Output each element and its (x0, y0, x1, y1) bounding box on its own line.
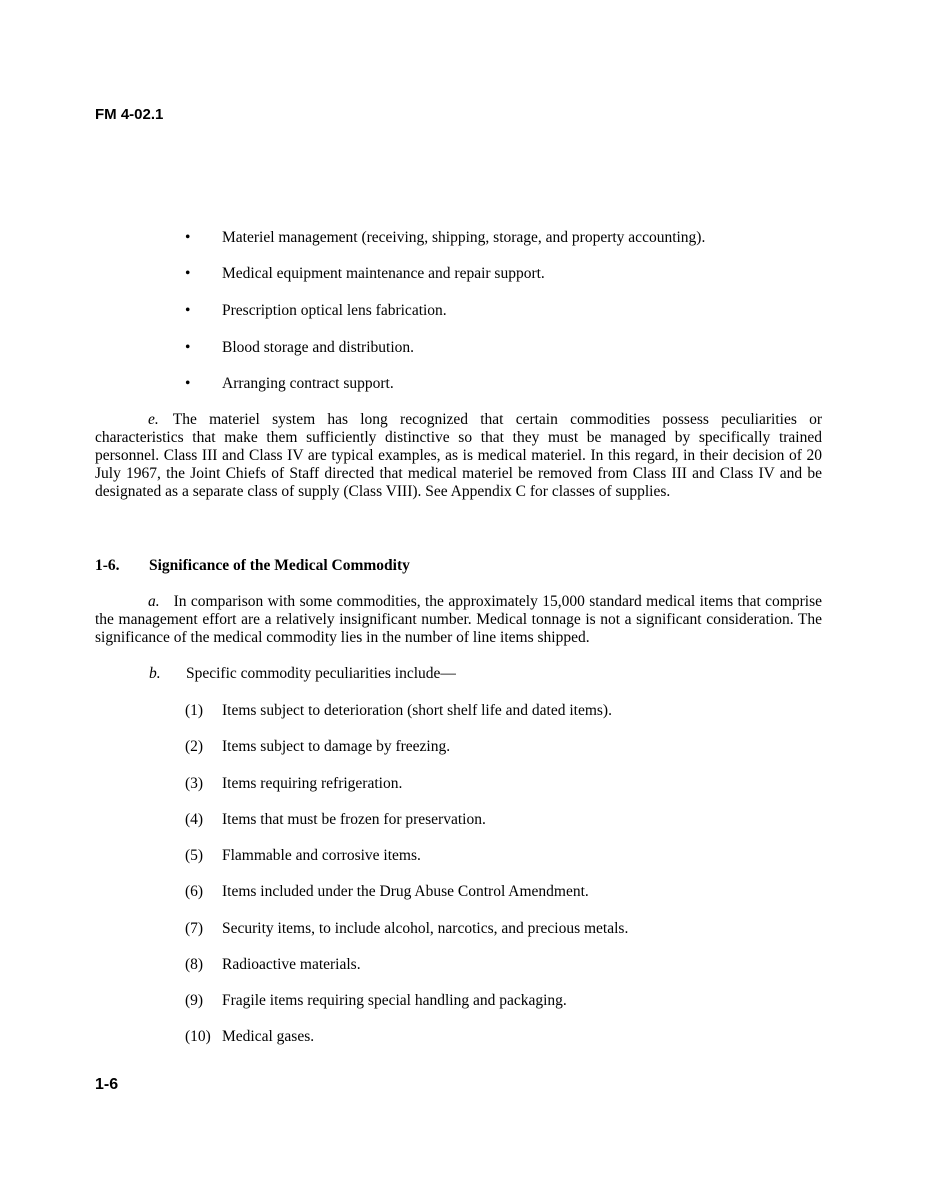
item-text: Medical gases. (222, 1028, 315, 1045)
paragraph-label: e. (148, 411, 159, 428)
item-text: Fragile items requiring special handling and packaging. (222, 992, 567, 1009)
list-item (185, 920, 825, 938)
bullet-text: Arranging contract support. (222, 375, 394, 392)
list-item (185, 775, 825, 793)
item-number: (9) (185, 992, 204, 1009)
list-item (185, 375, 825, 393)
page-number: 1-6 (95, 1076, 119, 1093)
item-text: Security items, to include alcohol, narcotics, and precious metals. (222, 920, 629, 937)
bullet-marker: • (185, 375, 191, 392)
paragraph-e (95, 411, 822, 501)
item-text: Items that must be frozen for preservation. (222, 811, 486, 828)
list-item (185, 702, 825, 720)
item-number: (7) (185, 920, 204, 937)
item-number: (8) (185, 956, 204, 973)
list-item (185, 229, 825, 247)
list-item (185, 847, 825, 865)
item-text: Radioactive materials. (222, 956, 361, 973)
paragraph-text: The materiel system has long recognized that certain commodities possess peculiarities or characteristics that make them sufficiently distinctive so that they must be managed by specifically trained personnel. Class III and Class IV are typical examples, as is medical materiel. In this regard, in their decision of 20 July 1967, the Joint Chiefs of Staff directed that medical materiel be removed from Class III and Class IV and be designated as a separate class of supply (Class VIII). See Appendix C for classes of supplies. (95, 411, 822, 500)
paragraph-label: a. (148, 593, 160, 610)
bullet-text: Medical equipment maintenance and repair support. (222, 265, 545, 282)
paragraph-text: Specific commodity peculiarities include— (186, 665, 456, 682)
document-id: FM 4-02.1 (95, 106, 164, 123)
item-number: (6) (185, 883, 204, 900)
item-text: Items included under the Drug Abuse Control Amendment. (222, 883, 589, 900)
list-item (185, 738, 825, 756)
section-title: Significance of the Medical Commodity (149, 557, 410, 574)
paragraph-text: In comparison with some commodities, the approximately 15,000 standard medical items that comprise the management effort are a relatively insignificant number. Medical tonnage is not a significant consideration. The significance of the medical commodity lies in the number of line items shipped. (95, 593, 822, 646)
bullet-text: Blood storage and distribution. (222, 339, 415, 356)
list-item (185, 811, 825, 829)
list-item (185, 302, 825, 320)
item-number: (3) (185, 775, 204, 792)
item-number: (2) (185, 738, 204, 755)
bullet-text: Materiel management (receiving, shipping, storage, and property accounting). (222, 229, 706, 246)
bullet-text: Prescription optical lens fabrication. (222, 302, 447, 319)
item-number: (1) (185, 702, 204, 719)
item-number: (10) (185, 1028, 211, 1045)
paragraph-a (95, 593, 822, 647)
list-item (185, 339, 825, 357)
list-item (185, 992, 825, 1010)
bullet-marker: • (185, 339, 191, 356)
bullet-marker: • (185, 302, 191, 319)
paragraph-label: b. (149, 665, 161, 682)
bullet-marker: • (185, 229, 191, 246)
list-item (185, 883, 825, 901)
item-text: Items subject to damage by freezing. (222, 738, 451, 755)
item-number: (4) (185, 811, 204, 828)
item-text: Items subject to deterioration (short shelf life and dated items). (222, 702, 612, 719)
section-number: 1-6. (95, 557, 120, 574)
paragraph-b (149, 665, 456, 683)
item-number: (5) (185, 847, 204, 864)
bullet-marker: • (185, 265, 191, 282)
list-item (185, 1028, 825, 1046)
item-text: Items requiring refrigeration. (222, 775, 403, 792)
list-item (185, 956, 825, 974)
item-text: Flammable and corrosive items. (222, 847, 421, 864)
list-item (185, 265, 825, 283)
